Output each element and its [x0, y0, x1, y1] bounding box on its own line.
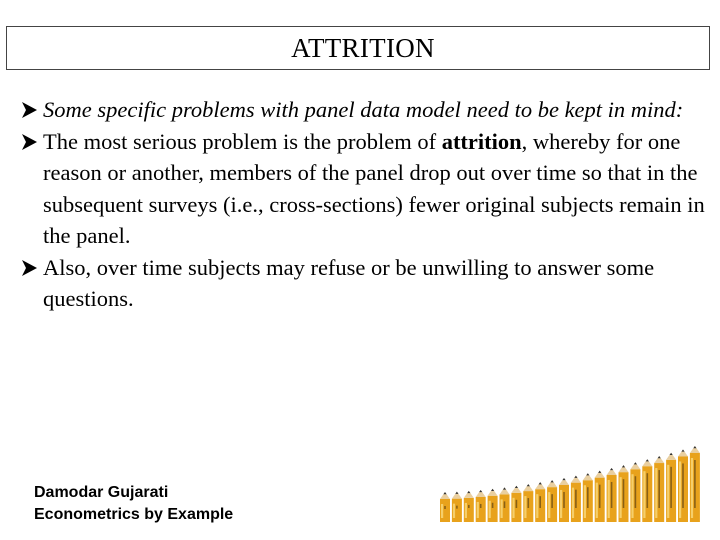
arrow-bullet-icon: [20, 126, 40, 158]
pencil-shape: [630, 462, 640, 522]
bullet-text: Also, over time subjects may refuse or be unwilling to answer some questions.: [43, 254, 655, 311]
pencil-shape: [654, 456, 664, 522]
pencil-shape: [488, 489, 498, 522]
bullet-item-2: [20, 126, 710, 252]
bullet-text-before: The most serious problem is the problem of: [43, 128, 442, 154]
arrow-bullet-icon: [20, 252, 40, 284]
pencil-shape: [619, 465, 629, 522]
title-box: [6, 26, 710, 70]
pencil-shape: [666, 453, 676, 522]
bullet-text-after: , whereby for one reason or another, members of the panel drop out over time so that in the subsequent surveys (i.e., cross-sections) fewer original subjects remain in the panel.: [43, 128, 705, 248]
pencil-shape: [583, 473, 593, 522]
arrow-bullet-icon: [20, 94, 40, 126]
pencil-shape: [559, 478, 569, 522]
bullet-item-1: [20, 94, 710, 126]
bullet-text: Some specific problems with panel data model need to be kept in mind:: [43, 97, 684, 122]
footer-credit: [34, 482, 233, 526]
pencil-shape: [511, 486, 521, 522]
pencil-shape: [452, 492, 462, 522]
pencil-shape: [547, 480, 557, 522]
footer-book: Econometrics by Example: [34, 506, 234, 523]
footer-author: Damodar Gujarati: [34, 484, 169, 501]
pencils-growth-chart-icon: [437, 440, 700, 524]
pencil-shape: [595, 471, 605, 522]
pencil-shape: [571, 476, 581, 522]
pencil-shape: [690, 446, 700, 522]
pencil-shape: [678, 449, 688, 522]
pencil-shape: [464, 491, 474, 522]
pencil-shape: [476, 490, 486, 522]
bullet-item-3: [20, 252, 710, 315]
pencil-shape: [500, 487, 510, 522]
bullet-bold-term: attrition: [441, 128, 522, 154]
bullet-list: [20, 94, 710, 315]
slide-title: ATTRITION: [291, 32, 435, 63]
pencil-shape: [607, 468, 617, 522]
pencil-shape: [440, 492, 450, 522]
pencil-shape: [535, 482, 545, 522]
pencil-shape: [642, 459, 652, 522]
pencil-shape: [523, 484, 533, 522]
